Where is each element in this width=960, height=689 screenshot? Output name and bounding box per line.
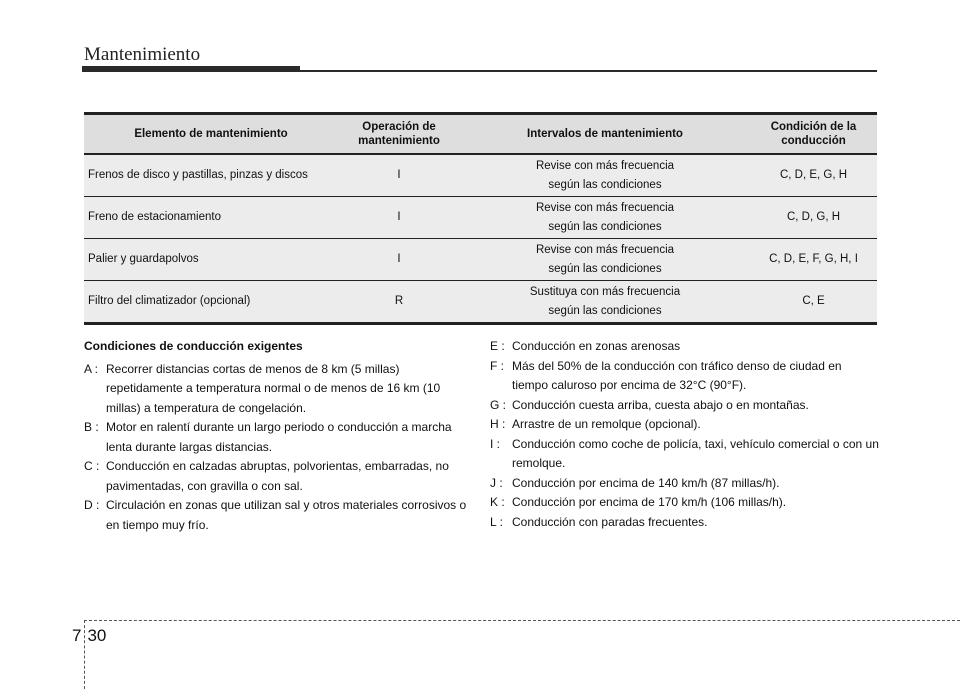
condition-text: Recorrer distancias cortas de menos de 8 km (5 millas) repetidamente a temperatura normal o de menos de 16 km (10 millas) a temperatura de congelación.	[106, 361, 441, 415]
section-number: 7	[72, 626, 82, 645]
condition-item	[490, 415, 880, 435]
page-number	[72, 626, 106, 646]
interval-line: según las condiciones	[548, 178, 662, 191]
condition-item	[490, 396, 880, 416]
condition-item	[490, 513, 880, 533]
table-row	[84, 154, 877, 197]
condition-text: Conducción por encima de 170 km/h (106 millas/h).	[512, 495, 787, 509]
condition-text: Conducción cuesta arriba, cuesta abajo o en montañas.	[512, 397, 809, 412]
condition-text: Conducción como coche de policía, taxi, vehículo comercial o con un remolque.	[512, 436, 879, 470]
cell-element: Freno de estacionamiento	[84, 197, 338, 239]
interval-line: según las condiciones	[548, 220, 662, 233]
condition-letter: D :	[84, 498, 100, 512]
condition-item	[84, 496, 474, 535]
column-header-interval: Intervalos de mantenimiento	[460, 114, 750, 155]
condition-item	[84, 360, 474, 419]
cell-operation: R	[338, 281, 460, 324]
table-row	[84, 281, 877, 324]
cell-interval	[460, 197, 750, 239]
interval-line: según las condiciones	[548, 304, 662, 317]
column-header-operation: Operación de mantenimiento	[338, 114, 460, 155]
condition-item	[84, 418, 474, 457]
condition-item	[490, 493, 880, 513]
conditions-right-column	[490, 337, 880, 532]
condition-text: Conducción con paradas frecuentes.	[512, 514, 708, 529]
cell-condition: C, D, E, F, G, H, I	[750, 239, 877, 281]
conditions-title: Condiciones de conducción exigentes	[84, 339, 303, 353]
condition-text: Arrastre de un remolque (opcional).	[512, 417, 701, 431]
table-row	[84, 197, 877, 239]
maintenance-table	[84, 112, 877, 325]
cell-element: Frenos de disco y pastillas, pinzas y discos	[84, 154, 338, 197]
table-row	[84, 239, 877, 281]
condition-letter: A :	[84, 361, 99, 376]
interval-line: Revise con más frecuencia	[535, 243, 675, 256]
condition-letter: H :	[490, 417, 506, 431]
condition-letter: I :	[490, 436, 501, 451]
condition-item	[490, 357, 880, 396]
table-header-row	[84, 114, 877, 155]
interval-line: según las condiciones	[548, 262, 662, 275]
cell-interval	[460, 281, 750, 324]
condition-item	[84, 457, 474, 496]
condition-item	[490, 474, 880, 494]
condition-item	[490, 337, 880, 357]
column-header-condition: Condición de la conducción	[750, 114, 877, 155]
cell-element: Filtro del climatizador (opcional)	[84, 281, 338, 324]
condition-letter: K :	[490, 495, 505, 509]
cell-operation: I	[338, 197, 460, 239]
page-number-value: 30	[87, 626, 107, 645]
cell-interval	[460, 239, 750, 281]
condition-letter: C :	[84, 459, 100, 473]
condition-text: Conducción en zonas arenosas	[512, 339, 681, 353]
condition-text: Conducción por encima de 140 km/h (87 millas/h).	[512, 475, 780, 490]
interval-line: Sustituya con más frecuencia	[529, 285, 681, 298]
condition-text: Más del 50% de la conducción con tráfico denso de ciudad en tiempo caluroso por encima de 32°C (90°F).	[512, 358, 842, 392]
page-title: Mantenimiento	[84, 44, 201, 65]
cell-operation: I	[338, 154, 460, 197]
column-header-element: Elemento de mantenimiento	[84, 114, 338, 155]
interval-line: Revise con más frecuencia	[535, 159, 675, 172]
condition-letter: E :	[490, 339, 505, 353]
cell-operation: I	[338, 239, 460, 281]
condition-text: Motor en ralentí durante un largo periodo o conducción a marcha lenta durante largas distancias.	[106, 420, 452, 454]
header-divider	[300, 70, 877, 72]
cell-condition: C, D, E, G, H	[750, 154, 877, 197]
cell-interval	[460, 154, 750, 197]
condition-letter: L :	[490, 514, 503, 529]
condition-letter: G :	[490, 397, 507, 412]
condition-letter: F :	[490, 358, 504, 373]
condition-text: Circulación en zonas que utilizan sal y otros materiales corrosivos o en tiempo muy frío.	[106, 498, 467, 532]
header-bar	[82, 66, 300, 72]
cell-condition: C, E	[750, 281, 877, 324]
footer-divider	[84, 620, 960, 621]
condition-text: Conducción en calzadas abruptas, polvorientas, embarradas, no pavimentadas, con gravilla o con sal.	[106, 459, 449, 493]
conditions-left-column	[84, 337, 474, 535]
cell-element: Palier y guardapolvos	[84, 239, 338, 281]
condition-letter: J :	[490, 475, 503, 490]
condition-item	[490, 435, 880, 474]
interval-line: Revise con más frecuencia	[535, 201, 675, 214]
cell-condition: C, D, G, H	[750, 197, 877, 239]
condition-letter: B :	[84, 420, 99, 434]
